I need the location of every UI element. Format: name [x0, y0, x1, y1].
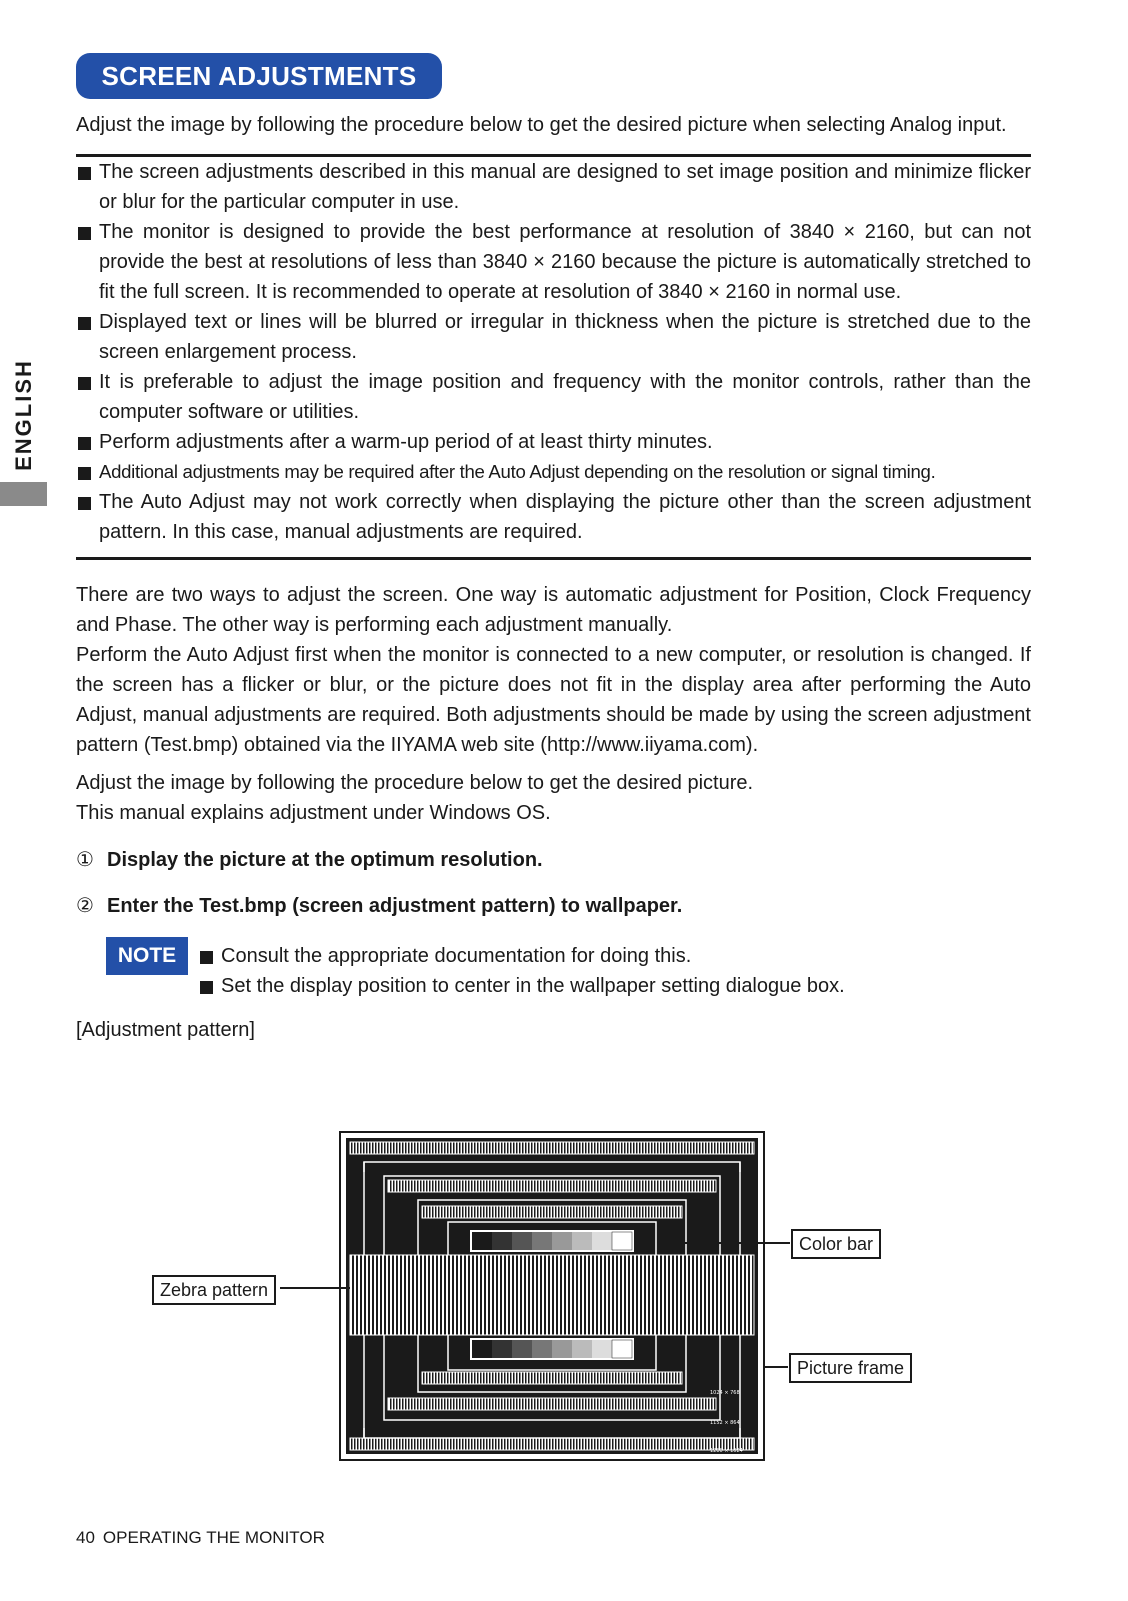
tick-band: [350, 1142, 754, 1154]
intro-text: Adjust the image by following the procedure below to get the desired picture when selecting Analog input.: [76, 114, 1007, 136]
zebra-pattern-label: Zebra pattern: [152, 1275, 276, 1305]
body-paragraph-3: Adjust the image by following the procedure below to get the desired picture.: [76, 772, 754, 794]
footer-section: OPERATING THE MONITOR: [102, 1528, 325, 1547]
tick-band: [422, 1206, 682, 1218]
language-tab-label: ENGLISH: [11, 359, 37, 471]
color-bar-top: [470, 1230, 634, 1252]
tick-band: [388, 1180, 716, 1192]
color-bar-label: Color bar: [791, 1229, 881, 1259]
note-item: Set the display position to center in the wallpaper setting dialogue box.: [198, 971, 845, 1001]
caution-item: The screen adjustments described in this manual are designed to set image position and minimize flicker or blur for the particular computer in use.: [76, 157, 1031, 217]
body-paragraph-4: This manual explains adjustment under Windows OS.: [76, 802, 551, 824]
caution-item: It is preferable to adjust the image position and frequency with the monitor controls, rather than the computer software or utilities.: [76, 367, 1031, 427]
picture-frame-label: Picture frame: [789, 1353, 912, 1383]
step-number: ②: [76, 895, 94, 917]
note-badge: NOTE: [106, 937, 188, 975]
resolution-mark: 1152 × 864: [710, 1420, 740, 1426]
body-paragraph-2: Perform the Auto Adjust first when the monitor is connected to a new computer, or resolution is changed. If the screen has a flicker or blur, or the picture does not fit in the display area after performing the Auto Adjust, manual adjustments are required. Both adjustments should be made by using the screen adjustment pattern (Test.bmp) obtained via the IIYAMA web site (http://www.iiyama.com).: [76, 644, 1031, 756]
step-text: Display the picture at the optimum resolution.: [107, 849, 543, 871]
page-footer: [76, 1528, 325, 1548]
color-bar-bottom: [470, 1338, 634, 1360]
body-paragraph-1: There are two ways to adjust the screen. One way is automatic adjustment for Position, Clock Frequency and Phase. The other way is performing each adjustment manually.: [76, 584, 1031, 636]
resolution-mark: 1024 × 768: [710, 1390, 740, 1396]
figure-caption: [Adjustment pattern]: [76, 1019, 255, 1041]
tick-band: [388, 1398, 716, 1410]
resolution-mark: 1280 × 1024: [710, 1448, 743, 1454]
note-item: Consult the appropriate documentation for doing this.: [198, 941, 845, 971]
tick-band: [422, 1372, 682, 1384]
caution-item: Additional adjustments may be required after the Auto Adjust depending on the resolution or signal timing.: [76, 457, 1031, 487]
caution-item: Perform adjustments after a warm-up period of at least thirty minutes.: [76, 427, 1031, 457]
tick-band: [350, 1438, 754, 1450]
step-text: Enter the Test.bmp (screen adjustment pattern) to wallpaper.: [107, 895, 683, 917]
caution-item: Displayed text or lines will be blurred or irregular in thickness when the picture is stretched due to the screen enlargement process.: [76, 307, 1031, 367]
caution-item: The Auto Adjust may not work correctly when displaying the picture other than the screen adjustment pattern. In this case, manual adjustments are required.: [76, 487, 1031, 547]
page-number: 40: [76, 1528, 95, 1547]
caution-item: The monitor is designed to provide the best performance at resolution of 3840 × 2160, but can not provide the best at resolutions of less than 3840 × 2160 because the picture is automatically stretched to fit the full screen. It is recommended to operate at resolution of 3840 × 2160 in normal use.: [76, 217, 1031, 307]
zebra-pattern: [350, 1255, 754, 1335]
page-title: SCREEN ADJUSTMENTS: [76, 53, 442, 99]
step-number: ①: [76, 849, 94, 871]
